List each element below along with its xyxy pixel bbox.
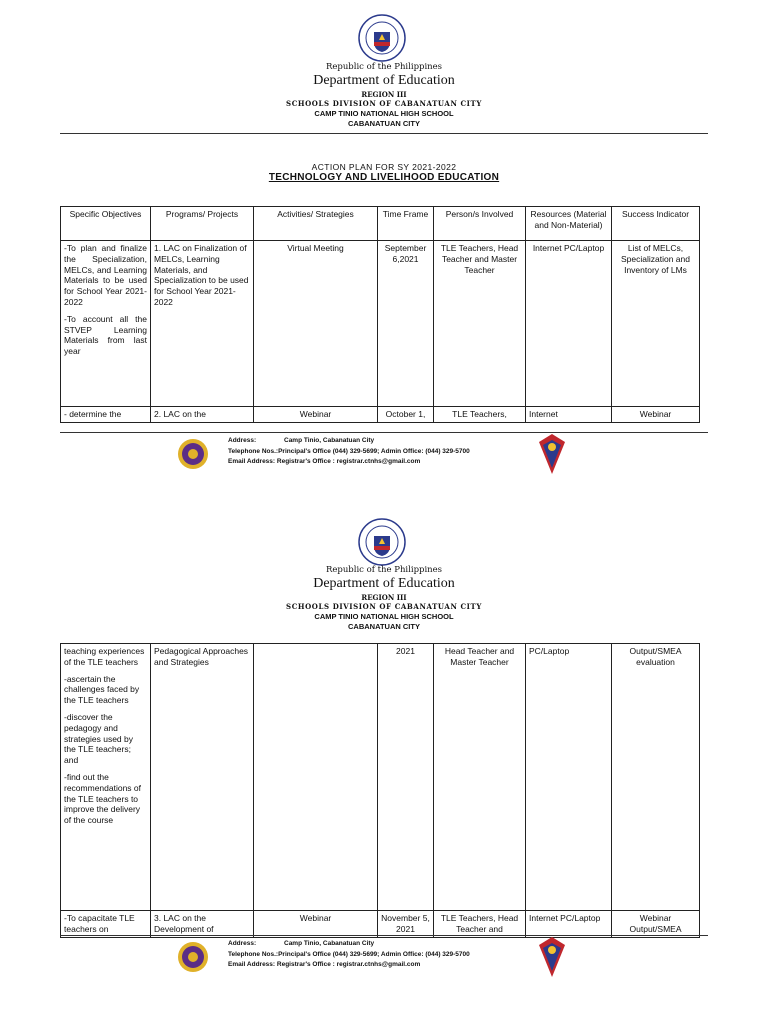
plan-title: ACTION PLAN FOR SY 2021-2022 (311, 162, 457, 172)
objective-text: -To plan and finalize the Specialization, MELCs, and Learning Materials to be used for School Year 2021-2022 (64, 243, 147, 307)
deped-seal-icon (358, 14, 406, 62)
program-cell: 1. LAC on Finalization of MELCs, Learning Materials, and Specialization to be used for School Year 2021-2022 (151, 241, 254, 407)
indicator-cell: Output/SMEA evaluation (612, 644, 700, 911)
indicator-cell: List of MELCs, Specialization and Inventory of LMs (612, 241, 700, 407)
header-objectives: Specific Objectives (61, 207, 151, 241)
indicator-cell: Webinar (612, 407, 700, 423)
time-cell: September 6,2021 (378, 241, 434, 407)
division-text: SCHOOLS DIVISION OF CABANATUAN CITY (286, 602, 482, 611)
department-title: Department of Education (313, 576, 455, 591)
objective-text: teaching experiences of the TLE teachers (64, 646, 145, 667)
header-persons: Person/s Involved (434, 207, 526, 241)
table-row (61, 407, 700, 423)
activity-cell: Webinar (254, 911, 378, 938)
header-activities: Activities/ Strategies (254, 207, 378, 241)
region-text: REGION III (361, 593, 407, 602)
table-row (61, 644, 700, 911)
school-logo-icon (177, 438, 209, 470)
objective-text: -find out the recommendations of the TLE teachers to improve the delivery of the course (64, 771, 142, 826)
time-cell: November 5, 2021 (378, 911, 434, 938)
school-city: CABANATUAN CITY (348, 119, 420, 128)
resources-cell: Internet PC/Laptop (526, 241, 612, 407)
deped-flag-logo-icon (537, 935, 567, 979)
objective-cell: - determine the (61, 407, 151, 423)
header-resources: Resources (Material and Non-Material) (526, 207, 612, 241)
telephone-line: Telephone Nos.:Principal's Office (044) 329-5699; Admin Office: (044) 329-5700 (228, 950, 470, 958)
address-value: Camp Tinio, Cabanatuan City (284, 437, 375, 444)
footer-rule (60, 935, 708, 936)
region-text: REGION III (361, 90, 407, 99)
republic-text: Republic of the Philippines (325, 62, 443, 72)
persons-cell: TLE Teachers, Head Teacher and Master Teacher (434, 241, 526, 407)
persons-cell: TLE Teachers, Head Teacher and (434, 911, 526, 938)
objective-cell: -To capacitate TLE teachers on (61, 911, 151, 938)
school-name: CAMP TINIO NATIONAL HIGH SCHOOL (314, 612, 454, 621)
objective-text: -ascertain the challenges faced by the TLE teachers (64, 673, 140, 706)
deped-flag-logo-icon (537, 432, 567, 476)
objective-cell (61, 241, 151, 407)
footer-text (228, 436, 470, 468)
school-name: CAMP TINIO NATIONAL HIGH SCHOOL (314, 109, 454, 118)
program-cell: 2. LAC on the (151, 407, 254, 423)
republic-text: Republic of the Philippines (325, 565, 443, 575)
program-cell: Pedagogical Approaches and Strategies (151, 644, 254, 911)
header-time: Time Frame (378, 207, 434, 241)
page-2 (0, 500, 768, 1024)
division-text: SCHOOLS DIVISION OF CABANATUAN CITY (286, 99, 482, 108)
table-row (61, 911, 700, 938)
objective-text: -To account all the STVEP Learning Materials from last year (64, 313, 147, 357)
footer-text (228, 939, 470, 971)
plan-subject: TECHNOLOGY AND LIVELIHOOD EDUCATION (268, 172, 500, 183)
persons-cell: TLE Teachers, (434, 407, 526, 423)
email-value: Registrar's Office : registrar.ctnhs@gmail.com (276, 458, 421, 465)
table-row (61, 241, 700, 407)
school-city: CABANATUAN CITY (348, 622, 420, 631)
resources-cell: PC/Laptop (526, 644, 612, 911)
objective-cell (61, 644, 151, 911)
footer-rule (60, 432, 708, 433)
activity-cell: Virtual Meeting (254, 241, 378, 407)
table-header-row (61, 207, 700, 241)
program-cell: 3. LAC on the Development of (151, 911, 254, 938)
activity-cell: Webinar (254, 407, 378, 423)
address-label: Address: (228, 437, 257, 444)
time-cell: October 1, (378, 407, 434, 423)
department-title: Department of Education (313, 73, 455, 88)
persons-cell: Head Teacher and Master Teacher (434, 644, 526, 911)
page-1 (0, 0, 768, 470)
objective-text: -discover the pedagogy and strategies used by the TLE teachers; and (64, 711, 133, 766)
header-programs: Programs/ Projects (151, 207, 254, 241)
email-label: Email Address: (228, 458, 276, 465)
resources-cell: Internet PC/Laptop (526, 911, 612, 938)
address-label: Address: (228, 940, 257, 947)
time-cell: 2021 (378, 644, 434, 911)
header-indicator: Success Indicator (612, 207, 700, 241)
action-plan-table (60, 206, 700, 423)
school-logo-icon (177, 941, 209, 973)
address-value: Camp Tinio, Cabanatuan City (284, 940, 375, 947)
header-rule (60, 133, 708, 134)
email-label: Email Address: (228, 961, 276, 968)
deped-seal-icon (358, 518, 406, 566)
resources-cell: Internet (526, 407, 612, 423)
activity-cell (254, 644, 378, 911)
action-plan-table-continued (60, 643, 700, 938)
email-value: Registrar's Office : registrar.ctnhs@gmail.com (276, 961, 421, 968)
telephone-line: Telephone Nos.:Principal's Office (044) 329-5699; Admin Office: (044) 329-5700 (228, 447, 470, 455)
indicator-cell: Webinar Output/SMEA (612, 911, 700, 938)
